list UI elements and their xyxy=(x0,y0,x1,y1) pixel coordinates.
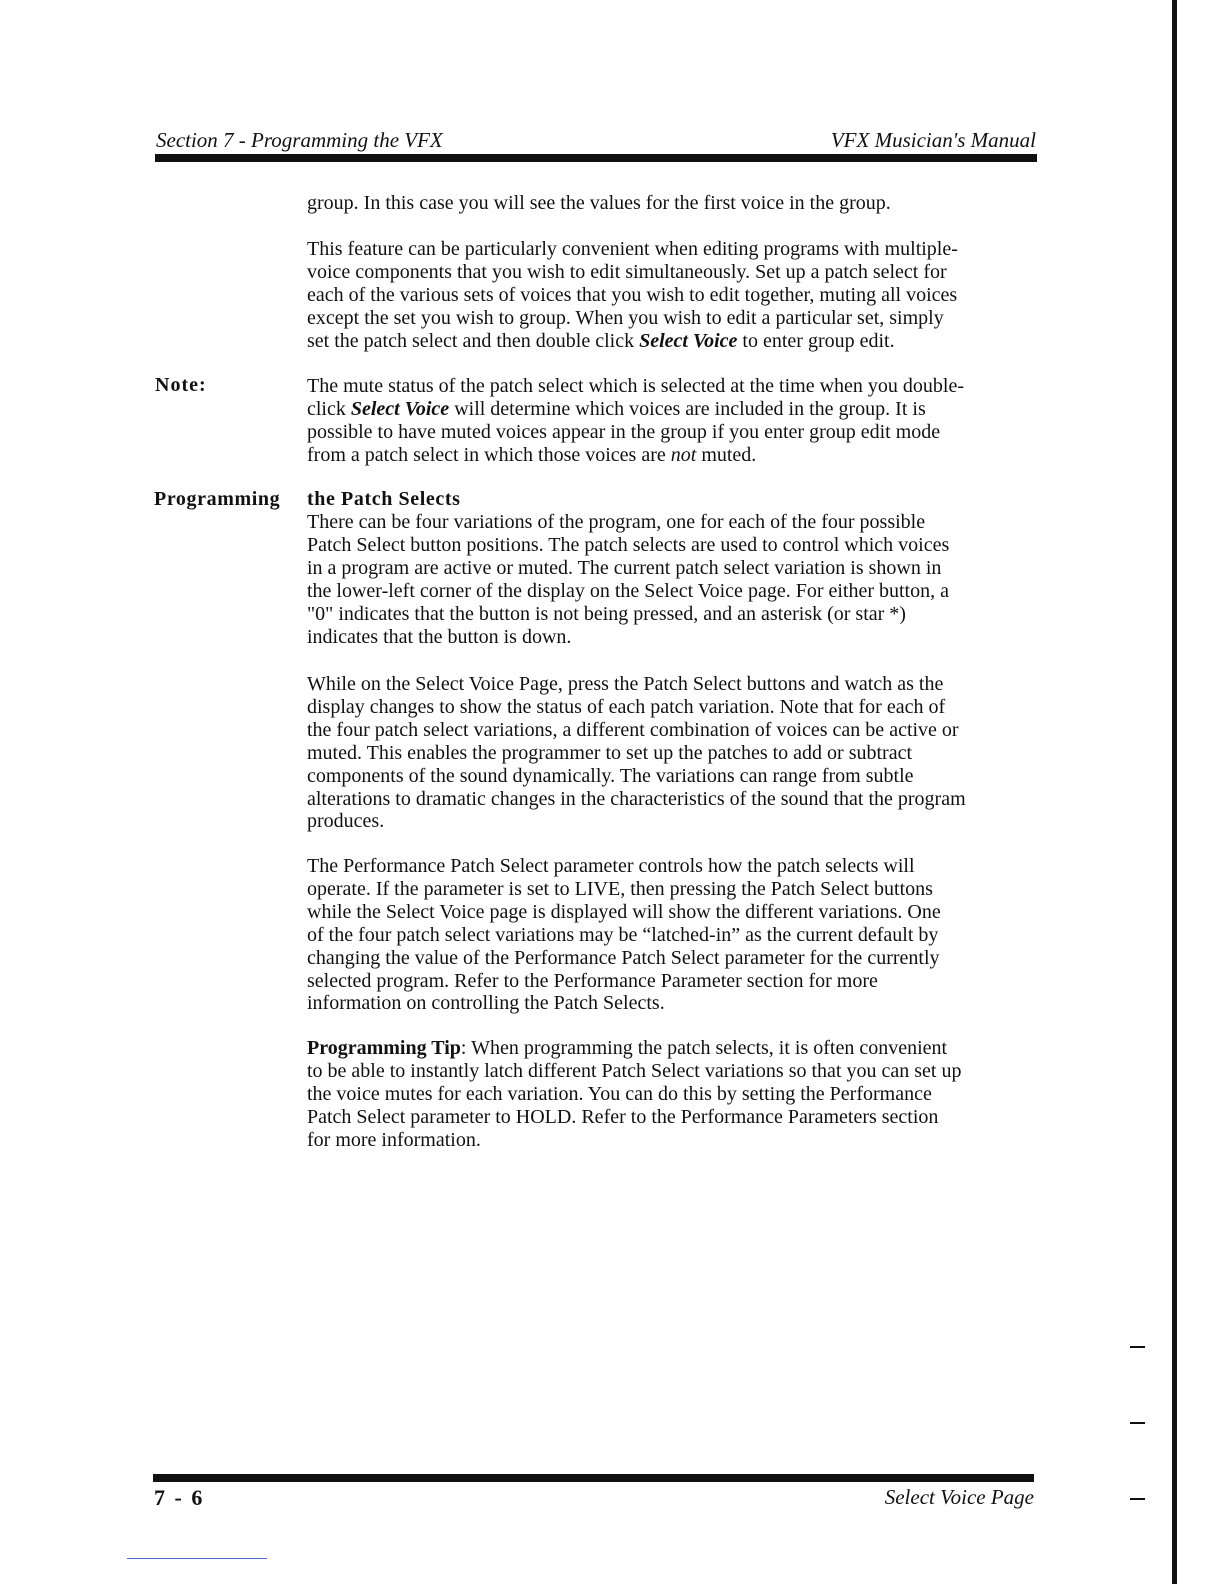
paragraph-performance-patch-select: The Performance Patch Select parameter controls how the patch selects will operate. If the parameter is set to LIVE, then pressing the Patch Select buttons while the Select Voice page is displayed will show the different variations. One of the four patch select variations may be “latched-in” as the current default by changing the value of the Performance Patch Select parameter for the currently selected program. Refer to the Performance Parameter section for more information on controlling the Patch Selects. xyxy=(307,855,941,1015)
edge-tick xyxy=(1130,1422,1145,1424)
header-right: VFX Musician's Manual xyxy=(830,128,1036,152)
edge-tick xyxy=(1130,1346,1145,1348)
programming-tip-label: Programming Tip xyxy=(307,1037,461,1059)
footer-rule xyxy=(153,1474,1034,1482)
paragraph-continuation: group. In this case you will see the values for the first voice in the group. xyxy=(307,192,891,214)
paragraph-programming-tip: Programming Tip: When programming the patch selects, it is often convenient to be able to instantly latch different Patch Select variations so that you can set up the voice mutes for each variation. You can do this by setting the Performance Patch Select parameter to HOLD. Refer to the Performance Parameters section for more information. xyxy=(307,1037,962,1151)
paragraph-group-edit: This feature can be particularly convenient when editing programs with multiple- voice components that you wish to edit simultaneously. Set up a patch select for each of the various sets of voices that you wish to edit together, muting all voices except the set you wish to group. When you wish to edit a particular set, simply set the patch select and then double click Select Voice to enter group edit. xyxy=(307,238,958,352)
scan-artifact-line xyxy=(127,1558,267,1559)
page-edge-bar xyxy=(1172,0,1177,1584)
edge-tick xyxy=(1130,1498,1145,1500)
page-number: 7 - 6 xyxy=(154,1485,205,1510)
header-rule xyxy=(155,154,1037,162)
footer-section-title: Select Voice Page xyxy=(884,1485,1034,1509)
select-voice-term: Select Voice xyxy=(350,397,450,420)
note-paragraph: The mute status of the patch select which is selected at the time when you double- click Select Voice will determine which voices are included in the group. It is possible to have muted voices appear in the group if you enter group edit mode from a patch select in which those voices are not muted. xyxy=(307,375,965,466)
emphasis-not: not xyxy=(670,443,697,466)
paragraph-four-variations: There can be four variations of the program, one for each of the four possible Patch Select button positions. The patch selects are used to control which voices in a program are active or muted. The current patch select variation is shown in the lower-left corner of the display on the Select Voice page. For either button, a "0" indicates that the button is not being pressed, and an asterisk (or star *) indicates that the button is down. xyxy=(307,511,950,648)
header-left: Section 7 - Programming the VFX xyxy=(156,128,443,152)
select-voice-term: Select Voice xyxy=(639,329,738,352)
paragraph-select-voice-page: While on the Select Voice Page, press the Patch Select buttons and watch as the display changes to show the status of each patch variation. Note that for each of the four patch select variations, a different combination of voices can be active or muted. This enables the programmer to set up the patches to add or subtract components of the sound dynamically. The variations can range from subtle alterations to dramatic changes in the characteristics of the sound that the program produces. xyxy=(307,673,966,833)
section-heading: Programming the Patch Selects xyxy=(154,488,461,510)
note-label: Note: xyxy=(155,374,207,396)
